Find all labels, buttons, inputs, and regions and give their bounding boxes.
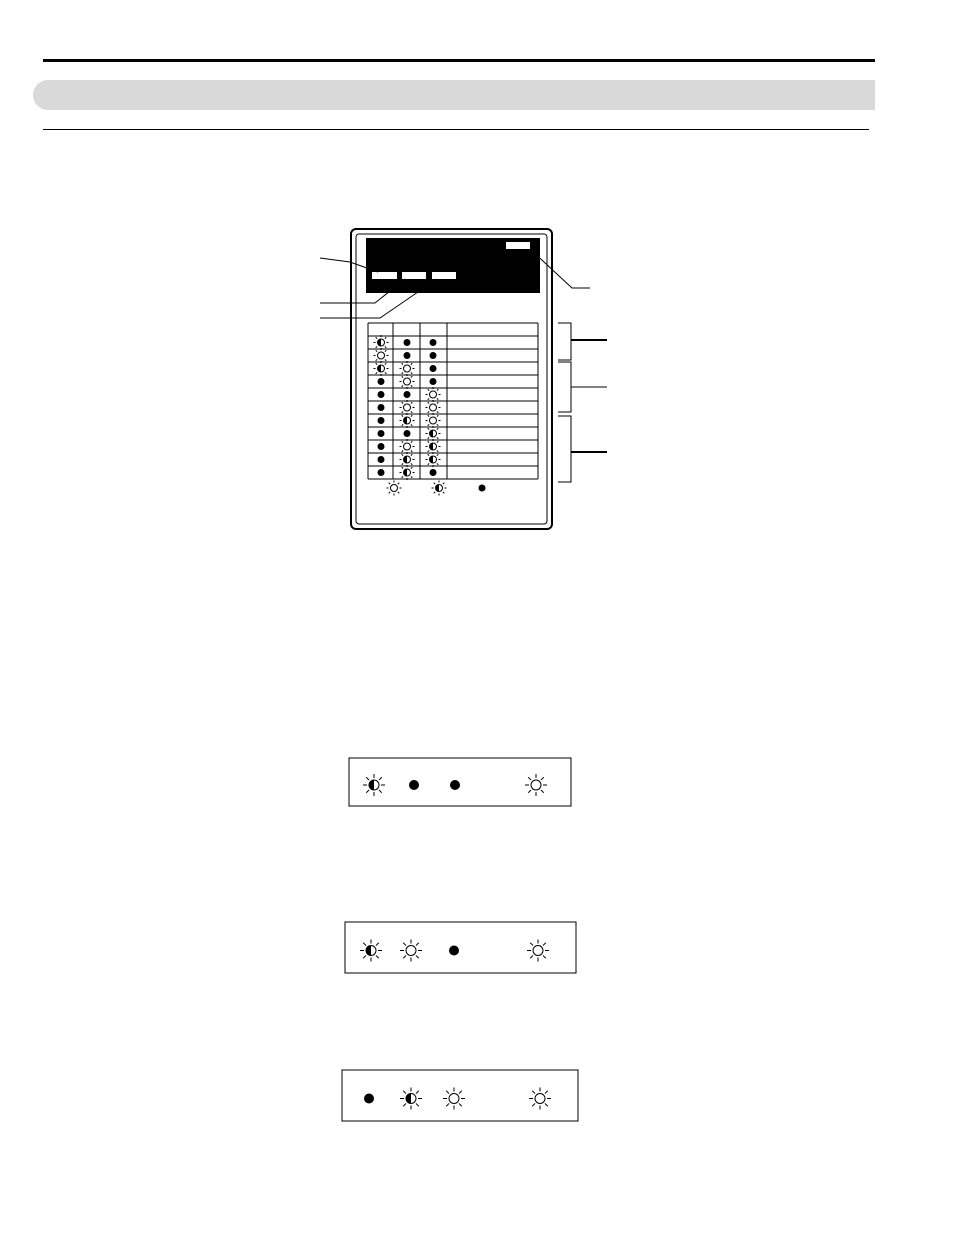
flicker-led-icon xyxy=(426,426,441,441)
off-led-icon xyxy=(404,352,411,359)
led-example-box xyxy=(342,1070,578,1121)
led-example-box xyxy=(345,922,576,973)
off-led-icon xyxy=(378,456,385,463)
off-led-icon xyxy=(479,485,486,492)
table-row xyxy=(374,361,437,376)
off-led-icon xyxy=(450,780,460,790)
flicker-led-icon xyxy=(400,452,415,467)
off-led-icon xyxy=(364,1094,374,1104)
off-led-icon xyxy=(378,430,385,437)
off-led-icon xyxy=(430,352,437,359)
flicker-led-icon xyxy=(400,413,415,428)
blink-led-icon xyxy=(400,400,415,415)
table-row xyxy=(378,413,441,428)
off-led-icon xyxy=(430,378,437,385)
table-row xyxy=(378,387,441,402)
off-led-icon xyxy=(404,430,411,437)
blink-led-icon xyxy=(400,439,415,454)
off-led-icon xyxy=(378,443,385,450)
off-led-icon xyxy=(430,339,437,346)
table-row xyxy=(378,439,441,454)
flicker-led-icon xyxy=(426,439,441,454)
flicker-led-icon xyxy=(374,361,389,376)
table-row xyxy=(378,374,437,389)
table-row xyxy=(378,400,441,415)
off-led-icon xyxy=(404,339,411,346)
flicker-led-icon xyxy=(400,465,415,480)
blink-led-icon xyxy=(426,400,441,415)
blink-led-icon xyxy=(387,481,402,496)
ready-led-label xyxy=(506,242,530,249)
blink-led-icon xyxy=(426,387,441,402)
off-led-icon xyxy=(378,391,385,398)
off-led-icon xyxy=(378,404,385,411)
led-legend xyxy=(387,481,486,496)
off-led-icon xyxy=(430,469,437,476)
blink-led-icon xyxy=(400,374,415,389)
flicker-led-icon xyxy=(426,452,441,467)
led2-label xyxy=(402,272,426,279)
brackets-right xyxy=(558,323,607,482)
blink-led-icon xyxy=(400,361,415,376)
led3-label xyxy=(432,272,456,279)
led-status-table xyxy=(368,323,538,480)
table-row xyxy=(378,465,437,480)
blink-led-icon xyxy=(426,413,441,428)
off-led-icon xyxy=(409,780,419,790)
flicker-led-icon xyxy=(400,1088,422,1110)
table-row xyxy=(378,452,441,467)
blink-led-icon xyxy=(525,774,547,796)
table-row xyxy=(374,348,437,363)
led-example-box xyxy=(349,758,571,806)
table-row xyxy=(374,335,437,350)
led-examples xyxy=(342,758,578,1121)
flicker-led-icon xyxy=(363,774,385,796)
off-led-icon xyxy=(430,365,437,372)
off-led-icon xyxy=(378,469,385,476)
led1-label xyxy=(372,272,397,279)
off-led-icon xyxy=(449,946,459,956)
blink-led-icon xyxy=(443,1088,465,1110)
off-led-icon xyxy=(378,378,385,385)
blink-led-icon xyxy=(400,940,422,962)
flicker-led-icon xyxy=(360,940,382,962)
blink-led-icon xyxy=(374,348,389,363)
flicker-led-icon xyxy=(374,335,389,350)
off-led-icon xyxy=(404,391,411,398)
flicker-led-icon xyxy=(432,481,447,496)
off-led-icon xyxy=(378,417,385,424)
table-row xyxy=(378,426,441,441)
blink-led-icon xyxy=(527,940,549,962)
blink-led-icon xyxy=(529,1088,551,1110)
